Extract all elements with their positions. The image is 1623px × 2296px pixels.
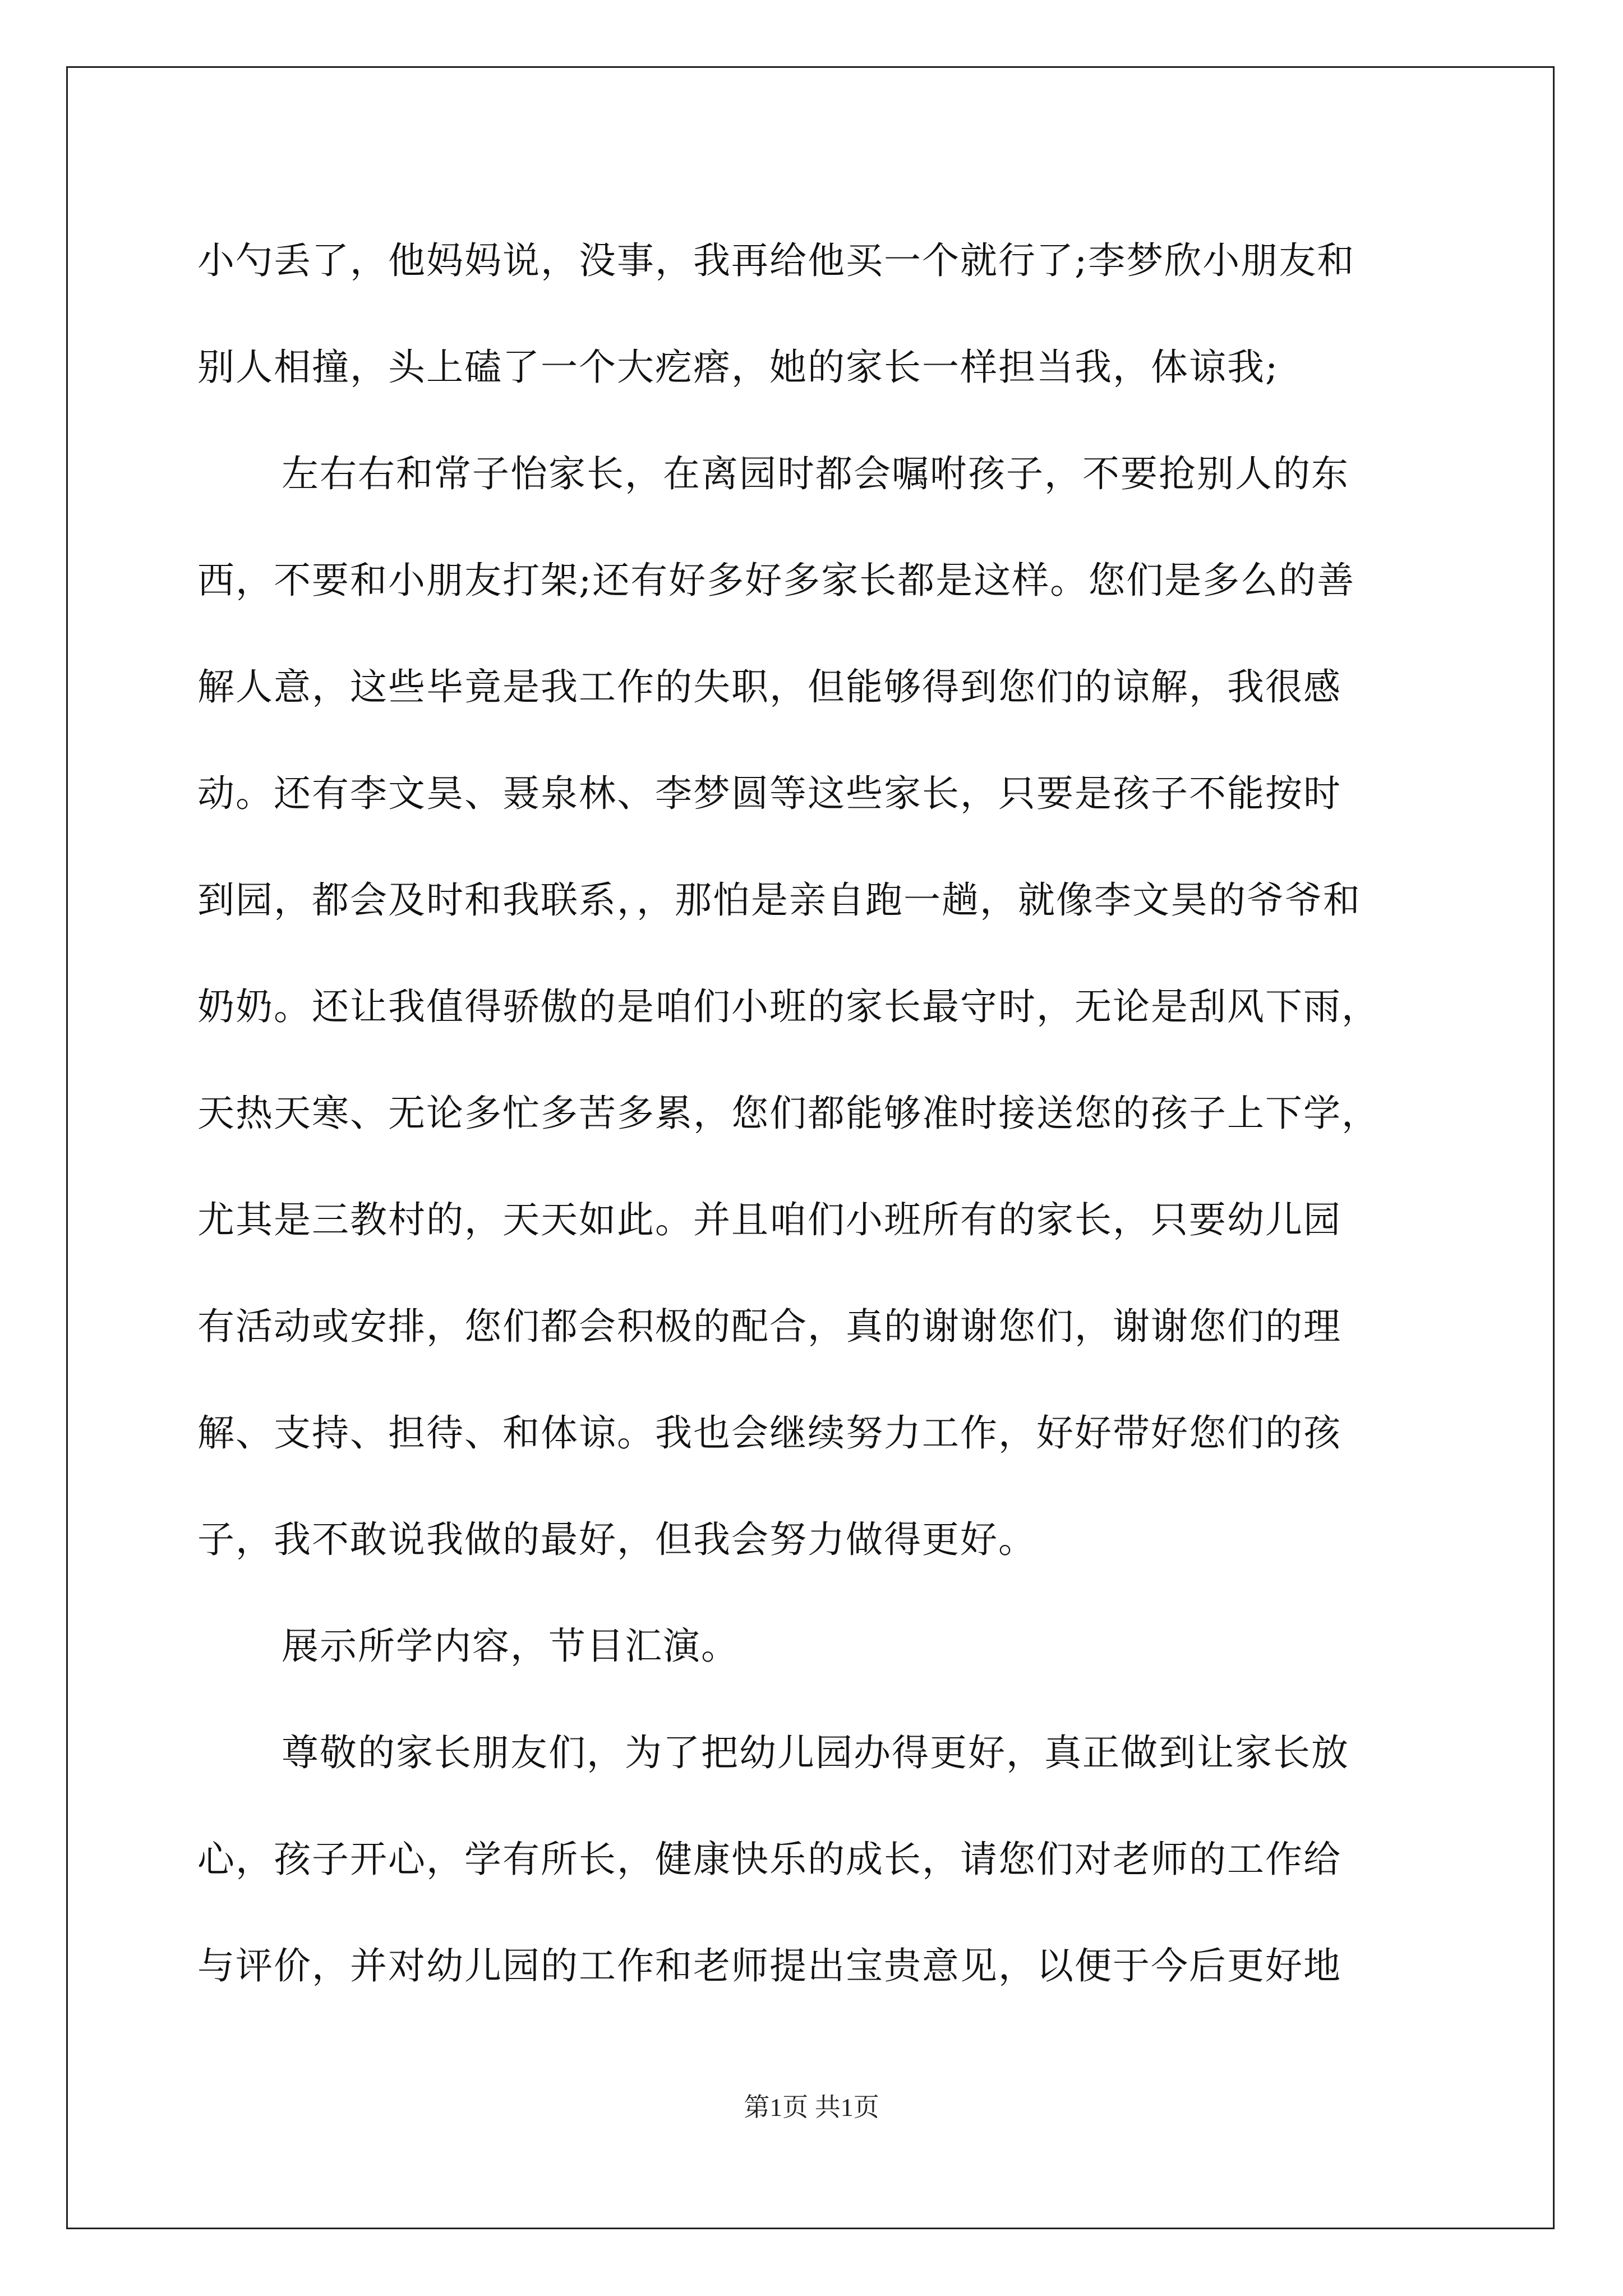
text-line: 与评价，并对幼儿园的工作和老师提出宝贵意见，以便于今后更好地 — [197, 1944, 1341, 1987]
page-footer: 第1页 共1页 — [744, 2093, 879, 2122]
text-line: 别人相撞，头上磕了一个大疙瘩，她的家长一样担当我，体谅我; — [197, 346, 1279, 389]
text-line: 尊敬的家长朋友们，为了把幼儿园办得更好，真正做到让家长放 — [282, 1731, 1349, 1774]
text-line: 到园，都会及时和我联系，，那怕是亲自跑一趟，就像李文昊的爷爷和 — [197, 878, 1361, 922]
text-line: 解人意，这些毕竟是我工作的失职，但能够得到您们的谅解，我很感 — [197, 665, 1341, 708]
text-line: 解、支持、担待、和体谅。我也会继续努力工作，好好带好您们的孩 — [197, 1411, 1341, 1455]
text-line: 动。还有李文昊、聂泉林、李梦圆等这些家长，只要是孩子不能按时 — [197, 772, 1341, 815]
document-body — [197, 208, 1431, 2019]
text-line: 子，我不敢说我做的最好，但我会努力做得更好。 — [197, 1518, 1036, 1561]
text-line: 有活动或安排，您们都会积极的配合，真的谢谢您们，谢谢您们的理 — [197, 1305, 1341, 1348]
text-line: 展示所学内容，节目汇演。 — [282, 1625, 739, 1668]
text-line: 尤其是三教村的，天天如此。并且咱们小班所有的家长，只要幼儿园 — [197, 1198, 1341, 1241]
text-line: 左右右和常子怡家长，在离园时都会嘱咐孩子，不要抢别人的东 — [282, 452, 1349, 495]
text-line: 奶奶。还让我值得骄傲的是咱们小班的家长最守时，无论是刮风下雨， — [197, 985, 1380, 1028]
text-line: 天热天寒、无论多忙多苦多累，您们都能够准时接送您的孩子上下学， — [197, 1092, 1380, 1135]
text-line: 小勺丢了，他妈妈说，没事，我再给他买一个就行了;李梦欣小朋友和 — [197, 239, 1355, 282]
text-line: 西，不要和小朋友打架;还有好多好多家长都是这样。您们是多么的善 — [197, 559, 1355, 602]
text-line: 心，孩子开心，学有所长，健康快乐的成长，请您们对老师的工作给 — [197, 1838, 1341, 1881]
